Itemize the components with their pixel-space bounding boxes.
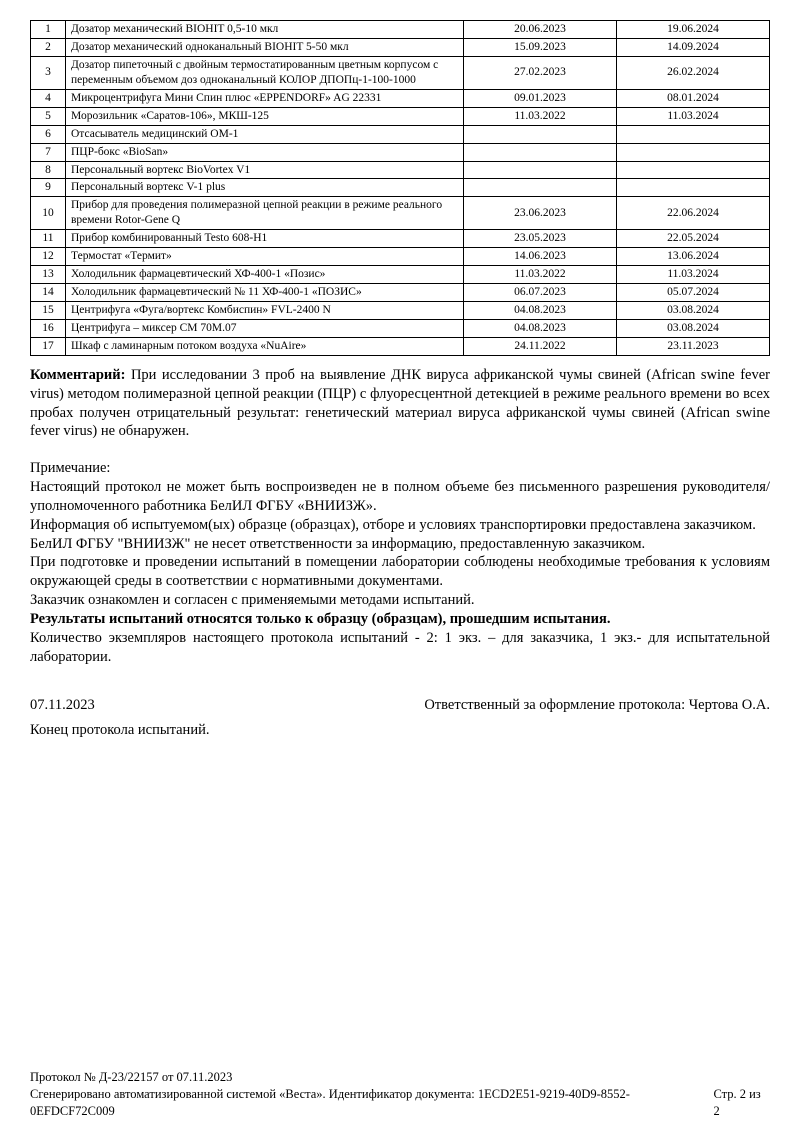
protocol-date: 07.11.2023 xyxy=(30,697,95,714)
equipment-name: ПЦР-бокс «BioSan» xyxy=(66,143,464,161)
verification-date: 11.03.2022 xyxy=(464,266,617,284)
verification-date: 09.01.2023 xyxy=(464,89,617,107)
equipment-name: Персональный вортекс V-1 plus xyxy=(66,179,464,197)
valid-until-date xyxy=(617,161,770,179)
footer-page-indicator: Стр. 2 из 2 xyxy=(713,1087,761,1119)
signature-row xyxy=(30,696,770,715)
note-line: Настоящий протокол не может быть воспроизведен не в полном объеме без письменного разрешения руководителя/уполномоченного работника БелИЛ ФГБУ «ВНИИЗЖ». xyxy=(30,479,770,514)
valid-until-date: 13.06.2024 xyxy=(617,248,770,266)
table-row xyxy=(31,21,770,39)
valid-until-date: 22.05.2024 xyxy=(617,230,770,248)
end-of-protocol: Конец протокола испытаний. xyxy=(30,722,210,739)
row-number: 13 xyxy=(31,266,66,284)
note-line: Заказчик ознакомлен и согласен с применяемыми методами испытаний. xyxy=(30,592,475,609)
equipment-name: Холодильник фармацевтический ХФ-400-1 «Позис» xyxy=(66,266,464,284)
verification-date: 20.06.2023 xyxy=(464,21,617,39)
valid-until-date: 14.09.2024 xyxy=(617,38,770,56)
equipment-name: Микроцентрифуга Мини Спин плюс «EPPENDORF» AG 22331 xyxy=(66,89,464,107)
table-row xyxy=(31,197,770,230)
comment-paragraph xyxy=(30,366,770,441)
row-number: 17 xyxy=(31,337,66,355)
verification-date xyxy=(464,143,617,161)
table-row xyxy=(31,302,770,320)
table-row xyxy=(31,230,770,248)
verification-date: 24.11.2022 xyxy=(464,337,617,355)
equipment-name: Морозильник «Саратов-106», МКШ-125 xyxy=(66,107,464,125)
equipment-name: Холодильник фармацевтический № 11 ХФ-400-1 «ПОЗИС» xyxy=(66,284,464,302)
note-line: Количество экземпляров настоящего протокола испытаний - 2: 1 экз. – для заказчика, 1 экз.- для испытательной лаборатории. xyxy=(30,629,770,665)
row-number: 12 xyxy=(31,248,66,266)
table-row xyxy=(31,125,770,143)
valid-until-date: 23.11.2023 xyxy=(617,337,770,355)
comment-text: При исследовании 3 проб на выявление ДНК вируса африканской чумы свиней (African swine fever virus) методом полимеразной цепной реакции (ПЦР) с флуоресцентной детекцией в режиме реального времени во всех пробах получен отрицательный результат: генетический материал вируса африканской чумы свиней (African swine fever virus) не обнаружен. xyxy=(30,366,771,440)
row-number: 1 xyxy=(31,21,66,39)
responsible-person: Ответственный за оформление протокола: Чертова О.А. xyxy=(424,697,770,714)
valid-until-date: 03.08.2024 xyxy=(617,302,770,320)
verification-date: 14.06.2023 xyxy=(464,248,617,266)
valid-until-date: 03.08.2024 xyxy=(617,319,770,337)
verification-date: 04.08.2023 xyxy=(464,319,617,337)
note-line-results: Результаты испытаний относятся только к образцу (образцам), прошедшим испытания. xyxy=(30,610,611,627)
valid-until-date: 05.07.2024 xyxy=(617,284,770,302)
verification-date: 27.02.2023 xyxy=(464,56,617,89)
note-line: БелИЛ ФГБУ "ВНИИЗЖ" не несет ответственности за информацию, предоставленную заказчиком. xyxy=(30,535,646,552)
verification-date: 06.07.2023 xyxy=(464,284,617,302)
footer-protocol-number: Протокол № Д-23/22157 от 07.11.2023 xyxy=(30,1070,233,1085)
table-row xyxy=(31,284,770,302)
notes-section xyxy=(30,459,770,666)
valid-until-date: 26.02.2024 xyxy=(617,56,770,89)
table-row xyxy=(31,179,770,197)
valid-until-date: 11.03.2024 xyxy=(617,107,770,125)
valid-until-date: 11.03.2024 xyxy=(617,266,770,284)
equipment-name: Прибор для проведения полимеразной цепной реакции в режиме реального времени Rotor-Gene Q xyxy=(66,197,464,230)
row-number: 9 xyxy=(31,179,66,197)
equipment-name: Термостат «Термит» xyxy=(66,248,464,266)
row-number: 7 xyxy=(31,143,66,161)
table-row xyxy=(31,56,770,89)
row-number: 14 xyxy=(31,284,66,302)
verification-date: 04.08.2023 xyxy=(464,302,617,320)
valid-until-date: 22.06.2024 xyxy=(617,197,770,230)
valid-until-date xyxy=(617,125,770,143)
verification-date xyxy=(464,125,617,143)
footer-generated-info: Сгенерировано автоматизированной системой «Веста». Идентификатор документа: 1ECD2E51-9219-40D9-8552-0EFDCF72C009 xyxy=(30,1087,630,1119)
table-row xyxy=(31,143,770,161)
note-line: Информация об испытуемом(ых) образце (образцах), отборе и условиях транспортировки предоставлена заказчиком. xyxy=(30,516,756,533)
equipment-name: Персональный вортекс BioVortex V1 xyxy=(66,161,464,179)
equipment-name: Прибор комбинированный Testo 608-H1 xyxy=(66,230,464,248)
valid-until-date: 08.01.2024 xyxy=(617,89,770,107)
verification-date xyxy=(464,179,617,197)
table-row xyxy=(31,89,770,107)
row-number: 3 xyxy=(31,56,66,89)
page-footer xyxy=(30,1069,770,1120)
row-number: 11 xyxy=(31,230,66,248)
equipment-name: Шкаф с ламинарным потоком воздуха «NuAire» xyxy=(66,337,464,355)
table-row xyxy=(31,38,770,56)
equipment-name: Центрифуга – миксер СМ 70М.07 xyxy=(66,319,464,337)
row-number: 4 xyxy=(31,89,66,107)
verification-date: 23.06.2023 xyxy=(464,197,617,230)
table-row xyxy=(31,319,770,337)
table-row xyxy=(31,266,770,284)
equipment-name: Дозатор пипеточный с двойным термостатированным цветным корпусом с переменным объемом доз одноканальный КОЛОР ДПОПц-1-100-1000 xyxy=(66,56,464,89)
row-number: 6 xyxy=(31,125,66,143)
row-number: 5 xyxy=(31,107,66,125)
verification-date xyxy=(464,161,617,179)
note-line: При подготовке и проведении испытаний в помещении лаборатории соблюдены необходимые требования к условиям окружающей среды в соответствии с нормативными документами. xyxy=(30,554,770,590)
valid-until-date: 19.06.2024 xyxy=(617,21,770,39)
equipment-table xyxy=(30,20,770,356)
verification-date: 23.05.2023 xyxy=(464,230,617,248)
row-number: 10 xyxy=(31,197,66,230)
row-number: 15 xyxy=(31,302,66,320)
table-row xyxy=(31,248,770,266)
verification-date: 15.09.2023 xyxy=(464,38,617,56)
row-number: 8 xyxy=(31,161,66,179)
equipment-name: Дозатор механический одноканальный BIOHIT 5-50 мкл xyxy=(66,38,464,56)
equipment-name: Дозатор механический BIOHIT 0,5-10 мкл xyxy=(66,21,464,39)
table-row xyxy=(31,161,770,179)
comment-label: Комментарий: xyxy=(30,366,126,383)
equipment-name: Центрифуга «Фуга/вортекс Комбиспин» FVL-2400 N xyxy=(66,302,464,320)
row-number: 16 xyxy=(31,319,66,337)
table-row xyxy=(31,107,770,125)
row-number: 2 xyxy=(31,38,66,56)
equipment-name: Отсасыватель медицинский ОМ-1 xyxy=(66,125,464,143)
notes-heading: Примечание: xyxy=(30,460,111,477)
valid-until-date xyxy=(617,179,770,197)
verification-date: 11.03.2022 xyxy=(464,107,617,125)
table-row xyxy=(31,337,770,355)
valid-until-date xyxy=(617,143,770,161)
